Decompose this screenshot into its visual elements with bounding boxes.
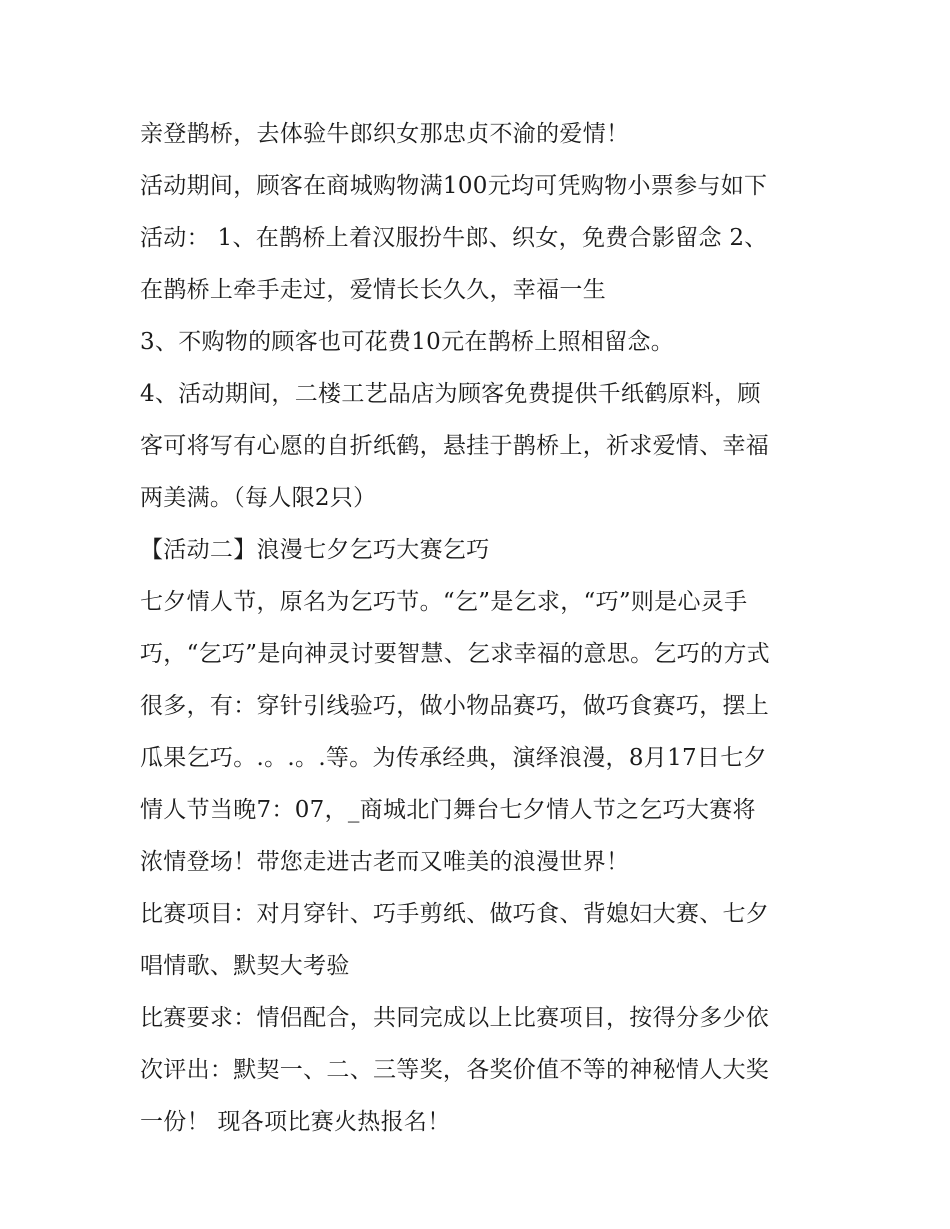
- text-line: 比赛要求：情侣配合，共同完成以上比赛项目，按得分多少依: [140, 1005, 770, 1031]
- text-line: 情人节当晚7：07，_商城北门舞台七夕情人节之乞巧大赛将: [140, 797, 756, 823]
- text-line: 3、不购物的顾客也可花费10元在鹊桥上照相留念。: [140, 329, 675, 355]
- text-line: 活动期间，顾客在商城购物满100元均可凭购物小票参与如下: [140, 173, 768, 199]
- text-line: 在鹊桥上牵手走过，爱情长长久久，幸福一生: [140, 277, 606, 303]
- text-line: 比赛项目：对月穿针、巧手剪纸、做巧食、背媳妇大赛、七夕: [140, 901, 770, 927]
- text-line: 七夕情人节，原名为乞巧节。“乞”是乞求，“巧”则是心灵手: [140, 589, 748, 615]
- text-line: 浓情登场！带您走进古老而又唯美的浪漫世界！: [140, 849, 630, 875]
- document-body: [140, 108, 830, 1148]
- text-line: 次评出：默契一、二、三等奖，各奖价值不等的神秘情人大奖: [140, 1057, 770, 1083]
- text-line: 客可将写有心愿的自折纸鹤，悬挂于鹊桥上，祈求爱情、幸福: [140, 433, 770, 459]
- text-line: 活动： 1、在鹊桥上着汉服扮牛郎、织女，免费合影留念 2、: [140, 225, 768, 251]
- text-line: 巧，“乞巧”是向神灵讨要智慧、乞求幸福的意思。乞巧的方式: [140, 641, 770, 667]
- section-heading: 【活动二】浪漫七夕乞巧大赛乞巧: [140, 537, 490, 563]
- text-line: 很多，有：穿针引线验巧，做小物品赛巧，做巧食赛巧，摆上: [140, 693, 770, 719]
- text-line: 一份！ 现各项比赛火热报名！: [140, 1109, 451, 1135]
- text-line: 唱情歌、默契大考验: [140, 953, 350, 979]
- text-line: 两美满。（每人限2只）: [140, 485, 377, 511]
- text-line: 亲登鹊桥，去体验牛郎织女那忠贞不渝的爱情！: [140, 121, 630, 147]
- text-line: 瓜果乞巧。.。.。.等。为传承经典，演绎浪漫，8月17日七夕: [140, 745, 767, 771]
- text-line: 4、活动期间，二楼工艺品店为顾客免费提供千纸鹤原料，顾: [140, 381, 761, 407]
